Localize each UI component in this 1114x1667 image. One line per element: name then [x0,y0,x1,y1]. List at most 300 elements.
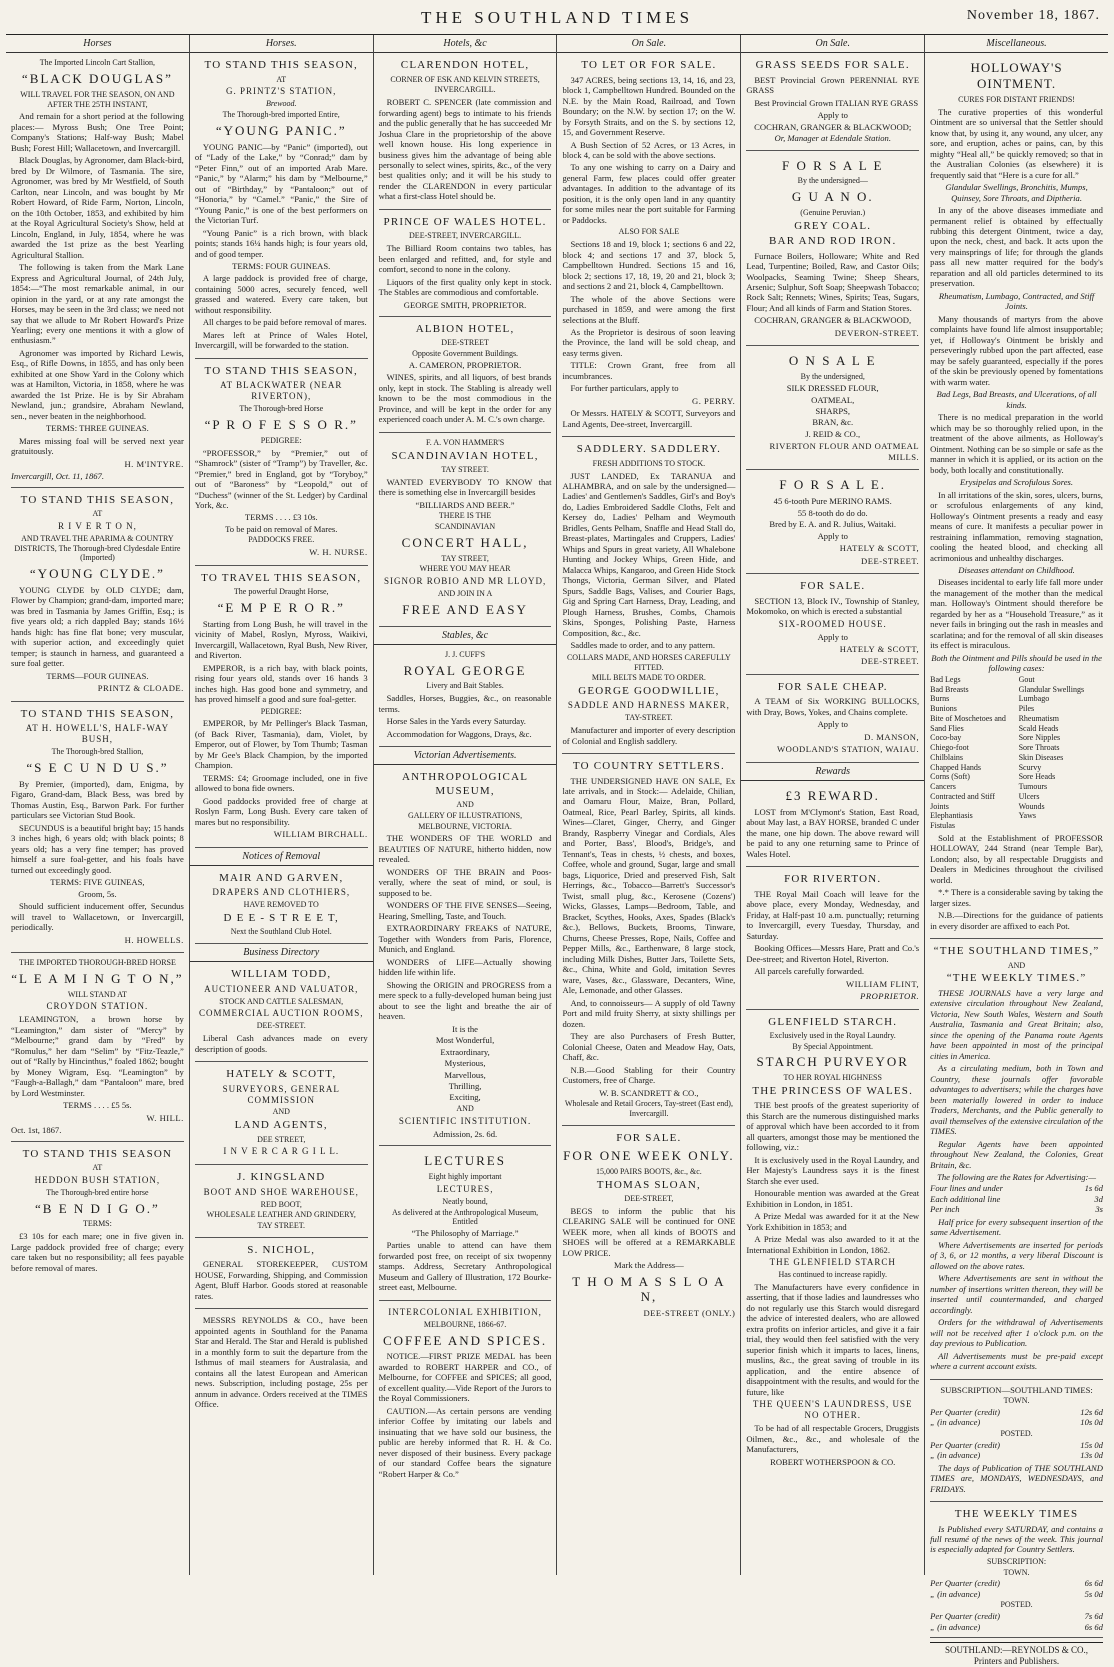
ad-text: Is Published every SATURDAY, and contains a full resumé of the news of the week. This journal is especially adapted for Country Settlers. [930,1523,1103,1555]
ad-heading: £3 REWARD. [785,787,880,803]
rate-label: „ (in advance) [930,1450,981,1461]
horse-name: “YOUNG CLYDE.” [29,566,165,582]
ad-text: And, to connoisseurs— A supply of old Tawny Port and mild fruity Sherry, at sixty shillings per dozen. [562,997,736,1029]
ad-subheading: DEE-STREET. [256,1021,306,1031]
ad-text: A large paddock is provided free of charge, containing 5000 acres, securely fenced, well grassed and watered. Every care taken, but without responsibility. [194,273,368,315]
ad-subheading: THE GLENFIELD STARCH [769,1257,896,1268]
ad-item: BRAN, &c. [812,417,854,428]
ad-text: Horse Sales in the Yards every Saturday. [386,716,526,727]
ad-heading: WILLIAM TODD, [231,968,332,981]
ad-heading: HATELY & SCOTT, [226,1068,337,1081]
ad-flour [746,346,919,470]
ad-text: There is no medical preparation in the world which may be so thoroughly relied upon, in the treatment of the above ailments, as Holloway's Ointment. Nothing can be so simple or safe as the manner in which it is applied, or its action on the body, both locally and constitutionally. [930,412,1103,475]
ad-heading: COFFEE AND SPICES. [382,1332,548,1348]
ad-text: ROBERT C. SPENCER (late commission and forwarding agent) begs to intimate to his friends and the public generally that he has succeeded Mr Joshua Clare in the proprietorship of the above well known house. His long experience in business gives him the advantage of being able personally to select wines, spirits, &c., of the very best qualities only; and it will be his study to render the CLARENDON in every particular what a first-class Hotel should be. [378,97,552,202]
ailment-item: Bite of Moschetoes and Sand Flies [930,713,1006,733]
ad-subheading: INVERCARGILL. [434,85,496,95]
ailment-item: Rheumatism [1018,713,1060,723]
rate-label: „ (in advance) [930,1588,981,1599]
ad-text: The Billiard Room contains two tables, has been enlarged and refitted, and, for style and comfort, second to none in the colony. [378,243,552,275]
section-heading: Rewards [741,763,924,781]
ad-subheading: AND [456,800,474,810]
ad-signature: J. REID & CO., [805,428,861,439]
ad-heading: TO STAND THIS SEASON [22,1147,173,1160]
column-heading: Hotels, &c [374,35,557,53]
ad-text: Regular Agents have been appointed throughout New Zealand, the Colonies, Great Britain, &c. [930,1138,1103,1170]
rate-price: 3s [1095,1204,1103,1215]
ailments-list-left [930,675,1014,831]
ad-signature: ROBERT WOTHERSPOON & CO. [770,1456,896,1467]
ad-text: Manufacturer and importer of every description of Colonial and English saddlery. [562,725,736,746]
ad-address: RIVERTON FLOUR AND OATMEAL MILLS. [769,441,920,462]
ad-subheading: Livery and Bait Stables. [426,681,504,691]
ad-text: Many thousands of martyrs from the above complaints have found life almost insupportable; yet, if Holloway's Ointment be briskly and perseveringly rubbed upon the part affected, ease may be safely guaranteed, especially if the pores of the skin be previously opened by fomentations with warm water. [930,313,1103,387]
ad-text: Saddles made to order, and to any pattern. [570,640,715,651]
rate-row [930,1204,1103,1214]
ad-text: £3 10s for each mare; one in five given in. Large paddock provided free of charge; every care taken but no responsibility; all fees payable before removal of mares. [11,1231,184,1273]
ad-nichol [195,1238,368,1309]
ad-text: LOST from M'Clymont's Station, East Road, about May last, a BAY HORSE, branded C under the mane, one hip down. The above reward will be paid to any one returning same to Prince of Wales Hotel. [746,806,920,859]
ad-subheading: Brewood. [265,99,297,109]
ad-address: WOODLAND'S STATION, WAIAU. [777,744,920,755]
ad-subheading: The Thorough-bred Horse [239,404,324,414]
ad-reynolds [195,1309,368,1416]
ad-subheading: COLLARS MADE, AND HORSES CAREFULLY FITTED. [566,652,731,672]
ad-terms: TERMS—FOUR GUINEAS. [46,670,149,681]
ad-text: Half price for every subsequent insertion of the same Advertisement. [930,1216,1103,1238]
ailment-item: Chapped Hands [930,762,982,772]
section-heading: Business Directory [190,944,373,962]
rate-price: 3d [1094,1193,1103,1204]
rate-label: „ (in advance) [930,1621,981,1632]
ad-text: Mares left at Prince of Wales Hotel, Invercargill, will be forwarded to the station. [194,329,368,351]
column-horses-2 [189,35,373,1575]
ailment-item: Sore Nipples [1018,733,1061,743]
ad-text: BEGS to inform the public that his CLEARING SALE will be continued for ONE WEEK more, when all kinds of BOOTS and SHOES will be offered at a REMARKABLE LOW PRICE. [562,1205,736,1258]
ad-text: Black Douglas, by Agronomer, dam Black-bird, bred by Dr Wilmore, of Tasmania. The sire, Agronomer, was bred by Mr Westfield, of South Carlton, near Lincoln, and was bought by Mr Robert Howard, of Ride Farm, Norton, Lincoln, on the 10th October, 1853, and exhibited by him at the Royal Agricultural Society's Show, held at Lincoln, England, in July, 1854, where he was awarded the 1st prize as the best Yearling Agricultural Stallion. [11,155,184,260]
ad-heading: S. NICHOL, [247,1243,316,1256]
ad-signature: WILLIAM FLINT, [845,978,920,989]
ad-place: I N V E R C A R G I L L. [223,1146,340,1157]
ad-line: AND [456,1103,474,1113]
ad-text: Best Provincial Grown ITALIAN RYE GRASS [754,97,919,108]
ad-terms: TERMS: THREE GUINEAS. [46,423,149,434]
ad-heading: THE WEEKLY TIMES [954,1508,1079,1521]
column-miscellaneous [924,35,1108,1667]
ad-subheading: SADDLE AND HARNESS MAKER, [567,700,730,711]
ad-mair-garven [195,866,368,944]
ad-at: AT [276,74,287,84]
ad-subheading: ALSO FOR SALE [618,227,680,237]
ad-heading: MAIR AND GARVEN, [219,871,344,884]
masthead [6,0,1108,35]
ad-place: HEDDON BUSH STATION, [34,1174,161,1185]
ad-coffee-spices [379,1301,552,1486]
ad-text: To be had of all respectable Grocers, Druggists Oilmen, &c., &c., and wholesale of the Manufacturers, [746,1423,920,1455]
ad-subheading: (Genuine Peruvian.) [800,207,866,217]
rate-price: 15s 0d [1080,1439,1103,1450]
ad-thomas-sloan [562,1126,735,1326]
ad-hately-scott [195,1062,368,1165]
ad-signature: COCHRAN, GRANGER & BLACKWOOD; [754,121,912,132]
ad-albion-hotel [379,317,552,433]
rate-label: Per inch [930,1204,960,1215]
ad-holloways-ointment [930,53,1103,939]
horse-name: “P R O F E S S O R.” [204,416,358,432]
ailment-item: Bad Breasts [930,684,969,694]
ad-heading: LECTURES [424,1153,506,1169]
ailment-item: Elephantiasis [930,811,973,821]
ad-text: And remain for a short period at the following places:— Myross Bush; One Tree Point; Company's Stations; Half-way Bush; Mabel Bush; Forest Hill; Wallacetown, and Invercargill. [11,111,184,153]
ad-text: WONDERS of LIFE—Actually showing hidden life within life. [378,956,552,978]
ad-text: All charges to be paid before removal of mares. [202,317,367,328]
ad-leamington [11,953,184,1142]
ad-subheading: The powerful Draught Horse, [233,587,329,597]
ad-subheading: WHOLESALE LEATHER AND GRINDERY, [206,1210,356,1220]
ad-at: AT [92,509,103,519]
ad-royal-george [379,645,552,747]
ailment-item: Chiego-foot [930,743,969,753]
ad-text: Bred by E. A. and R. Julius, Waitaki. [769,519,897,530]
ad-scandinavian-hotel [379,433,552,627]
ailment-item: Tumours [1018,782,1048,792]
ad-heading: PRINCE OF WALES HOTEL. [383,215,547,228]
ad-text: They are also Purchasers of Fresh Butter, Colonial Cheese, Oaten and Meadow Hay, Oats, Chaff, &c. [562,1031,736,1063]
ad-bendigo [11,1142,184,1280]
ad-heading: GREY COAL. [794,219,872,232]
ad-subheading: Has continued to increase rapidly. [778,1270,887,1280]
ad-text: A Prize Medal was awarded for it at the New York Exhibition in 1853; and [746,1211,920,1232]
ad-subheading: Exclusively used in the Royal Laundry. [769,1030,896,1040]
ad-text: In all irritations of the skin, sores, ulcers, burns, or scrofulous enlargements of any kind, Holloway's Ointment presents a ready and easy means of cure. It manifests a peculiar power in restraining inflammation, removing stagnation, cooling the heated blood, and checking all acrimonious and unhealthy discharges. [930,489,1103,563]
ad-heading: F O R S A L E. [779,477,887,493]
ad-heading: FOR SALE CHEAP. [777,680,888,693]
rate-price: 5s 0d [1084,1588,1103,1599]
ad-heading: “THE SOUTHLAND TIMES,” [933,945,1100,958]
ad-subheading: MELBOURNE, 1866-67. [423,1319,507,1329]
ad-signature: PROPRIETOR. [860,991,920,1002]
ad-subheading: The Thorough-bred imported Entire, [222,110,340,120]
ad-subheading: POSTED. [1000,1428,1033,1438]
ad-heading: ANTHROPOLOGICAL MUSEUM, [401,771,529,797]
ad-place: G. PRINTZ'S STATION, [226,86,337,97]
ad-subheading: TAY-STREET. [625,713,673,723]
ad-subheading: AND TRAVEL THE APARIMA & COUNTRY DISTRICTS, The Thorough-bred Clydesdale Entire (Imported) [14,533,181,563]
ailment-item: Chilblains [930,752,964,762]
ad-text: To any one wishing to carry on a Dairy and general Farm, few places could offer greater advantages. In addition to the advantage of its position, it is the only open land in any quantity for some miles near the port suitable for Farming or Paddocks. [562,162,736,225]
ad-text: Mark the Address— [614,1260,684,1271]
ad-line: Extraordinary, [440,1046,490,1057]
ad-text: EMPEROR, by Mr Pellinger's Black Tasman, (of Back River, Tasmania), dam, Violet, by Emperor, out of Flower, by Tom Thumb; Tasman by Mr Gee's Black Champion, by the imported Champion. [194,718,368,771]
ad-item: OATMEAL, [811,394,855,405]
ailment-item: Ulcers [1018,791,1040,801]
ad-professor [195,359,368,566]
ad-subheading: STOCK AND CATTLE SALESMAN, [219,996,344,1006]
ad-line: It is the [452,1023,478,1034]
ad-emperor [195,566,368,848]
ad-terms: TERMS: FOUR GUINEAS. [232,261,331,271]
ailments-list [930,675,1103,831]
ad-signature: H. M'INTYRE. [124,458,184,469]
ad-heading: GEORGE GOODWILLIE, [578,685,720,697]
ad-subheading: DEE-STREET, [624,1193,674,1203]
page-columns [6,35,1108,1667]
ad-heading: TO TRAVEL THIS SEASON, [201,571,362,584]
ad-clarendon-hotel [379,53,552,210]
ad-subheading: TAY STREET. [441,464,489,474]
ad-prince-of-wales-hotel [379,210,552,317]
ad-subheading: CORNER OF ESK AND KELVIN STREETS, [390,74,540,84]
ad-text: The Manufacturers have every confidence in asserting, that if those ladies and laundresses who do not regularly use this Starch would disregard the advice of interested dealers, who are allowed extra profits on inferior articles, and give it a fair trial, they would then feel satisfied with the very superior finish which it imparts to laces, linens, muslins, &c., the great saving of trouble in its application, and the entire absence of disappointment with the results, and would for the future, like [746,1281,920,1397]
ad-at: AT [92,1163,103,1173]
ad-text: YOUNG CLYDE by OLD CLYDE; dam, Flower by Champion; grand-dam, imported mare; was bred in Tasmania by James Griffin, Esq.; is five years old; a rich dappled Bay; stands 16½ hands high: has fine flat bone; very muscular, with superior action, and exceedingly quiet temper; is staunch in harness, and guaranteed a sure foal getter. [11,585,184,669]
section-heading: Victorian Advertisements. [374,747,557,765]
ad-terms: TERMS . . . . £5 5s. [63,1100,132,1111]
ailment-item: Wounds [1018,801,1045,811]
ad-subheading: LAND AGENTS, [234,1119,328,1132]
rate-price: 1s 6d [1084,1183,1103,1194]
ad-subheading: “The Philosophy of Marriage.” [411,1228,519,1238]
ad-text: 347 ACRES, being sections 13, 14, 16, and 23, block 1, Campbelltown Hundred. Bounded on the N.E. by the Main Road, Railroad, and Town Boundary; on the N.W. by section 17; on the W. by Forsyth Straits, and on the S. by sections 12, 15, and Government Reserve. [562,74,736,138]
ad-heading: BAR AND ROD IRON. [769,235,897,248]
ad-subheading: The Thorough-bred entire horse [46,1187,149,1197]
ad-heading: GLENFIELD STARCH. [768,1015,898,1028]
ad-signature: GEORGE SMITH, PROPRIETOR. [403,299,527,310]
ad-text: YOUNG PANIC—by “Panic” (imported), out of “Lady of the Lake,” by “Conrad;” dam by “Peter Finn,” out of an imported Arab Mare. “Panic,” by “Alarm;” his dam by “Melbourne,” out of “Birthday,” by “Pantaloon;” out of “Honoria,” by “Camel.” “Panic,” the Sire of “Young Panic,” is one of the best performers on the Victorian Turf. [194,141,368,226]
ad-glenfield-starch [746,1010,919,1474]
ad-signature: D. MANSON, [864,731,920,742]
ad-pedigree-label: PEDIGREE: [260,435,302,445]
rate-label: „ (in advance) [930,1417,981,1428]
ad-text: Liquors of the first quality only kept in stock. The Stables are commodious and comfortable. [378,276,552,298]
ad-signature: W. H. NURSE. [309,547,368,558]
ad-signature: COCHRAN, GRANGER & BLACKWOOD, [754,315,912,326]
ad-place: D E E - S T R E E T, [223,911,339,924]
ad-signature: W. B. SCANDRETT & CO., [599,1087,699,1098]
ad-heading: G U A N O. [791,189,874,205]
ad-subheading: LECTURES, [436,1183,494,1194]
rate-row [930,1194,1103,1204]
ad-text: SECTION 13, Block IV., Township of Stanley, Mokomoko, on which is erected a substantial [746,595,920,617]
horse-name: “B E N D I G O.” [35,1200,160,1216]
ad-subheading: Rheumatism, Lumbago, Contracted, and Stiff Joints. [938,290,1095,312]
ad-groom: Groom, 5s. [78,888,117,899]
rate-label: Per Quarter (credit) [930,1578,1000,1589]
ad-text: The whole of the above Sections were purchased in 1859, and were among the first selections at the Bluff. [562,293,736,325]
ad-anthropological-museum [379,765,552,1146]
ailments-list-right [1019,675,1103,831]
ad-terms: To be paid on removal of Mares. [225,523,338,534]
ad-text: Furnace Boilers, Holloware; White and Red Lead, Turpentine; Boiled, Raw, and Castor Oils; Woolpacks, Seaming Twine; Sheep Shears, Arsenic; Sulphur, Soft Soap; Sheepwash Tobacco; Rock Salt; Rennets; Wines, Spirits; Teas, Sugars, Flour; And all kinds of Farm and Station Stores. [746,250,920,313]
ad-text: Honourable mention was awarded at the Great Exhibition in London, in 1851. [746,1188,920,1209]
ad-performers: SIGNOR ROBIO AND MR LLOYD, [383,576,547,587]
ailment-item: Skin Diseases [1018,752,1064,762]
column-heading: Horses [6,35,189,53]
ad-text: Accommodation for Waggons, Drays, &c. [386,728,532,739]
ailment-item: Cancers [930,782,956,792]
ad-terms: TERMS . . . . £3 10s. [244,512,318,523]
ad-heading: SUBSCRIPTION—SOUTHLAND TIMES: [940,1384,1093,1395]
ad-text: N.B.—Good Stabling for their Country Customers, free of Charge. [562,1064,736,1086]
ad-heading: O N S A L E [788,353,877,369]
ad-quote: “BILLIARDS AND BEER.” [415,499,515,510]
ad-subheading: RED BOOT, [260,1199,302,1209]
ad-address: Wholesale and Retail Grocers, Tay-street (East end), Invercargill. [564,1099,733,1118]
ad-text: LEAMINGTON, a brown horse by “Leamington,” dam sister of “Mercy” by “Melbourne;” grand dam by “Fred” by “Romulus,” her dam “Selim” by “Fitz-Teazle,” out of “Rally by Hincinthus,” foaled 1862; bought by Money Wigram, Esq. “Leamington” by “Faugh-a-Ballagh,” dam “Pantaloon” mare, bred by Lord Westminster. [11,1014,184,1098]
ad-text: The days of Publication of THE SOUTHLAND TIMES are, MONDAYS, WEDNESDAYS, and FRIDAYS. [930,1462,1103,1494]
ad-text: A Bush Section of 52 Acres, or 13 Acres, in block 4, can be sold with the above sections. [562,139,736,160]
ad-heading: T H O M A S S L O A N, [572,1273,726,1305]
newspaper-title: THE SOUTHLAND TIMES [420,8,694,27]
ad-subheading: 15,000 PAIRS BOOTS, &c., &c. [596,1166,702,1176]
horse-name: “E M P E R O R.” [217,599,345,615]
ad-heading: THE IMPORTED THOROUGH-BRED HORSE [18,958,176,968]
ad-address: DEE-STREET (ONLY.) [643,1308,736,1319]
ad-text: Sold at the Establishment of PROFESSOR HOLLOWAY, 244 Strand (near Temple Bar), London; also, by all respectable Druggists and Dealers in Medicines throughout the civilised world. [930,832,1103,885]
ailment-item: Bunions [930,704,957,714]
ad-guano [746,151,919,347]
ad-line: Most Wonderful, [435,1035,495,1046]
ad-text: TITLE: Crown Grant, free from all incumbrances. [562,360,736,381]
ad-text: Agronomer was imported by Richard Lewis, Esq., of Rifle Downs, in 1855, and has only been exhibited at one Show Yard in the Colony which was at Hamilton, Victoria, in 1858, where he was awarded the 1st Prize. He is by Sir Abraham Newland, jun.; grandsire, Abraham Newland, sen., never beaten in the neighborhood. [11,347,184,421]
ad-heading: TO LET OR FOR SALE. [581,59,717,72]
ad-subheading: F. A. VON HAMMER'S [425,437,505,447]
ad-text: Mares missing foal will be served next year gratuitously. [11,435,184,457]
ad-young-panic [195,53,368,359]
section-heading: Stables, &c [374,627,557,645]
ailment-item: Contracted and Stiff Joints [930,791,995,811]
ad-subheading: DEE-STREET [441,338,489,348]
ad-subheading: TAY STREET. [257,1221,305,1231]
ad-subheading: MELBOURNE, VICTORIA. [418,821,512,831]
ad-subheading: MILL BELTS MADE TO ORDER. [591,673,706,683]
ad-text: BEST Provincial Grown PERENNIAL RYE GRASS [746,74,920,96]
ad-subheading: FRESH ADDITIONS TO STOCK. [592,458,706,468]
ailment-item: Gout [1018,674,1035,684]
ad-text: Liberal Cash advances made on every description of goods. [194,1033,368,1054]
ad-heading: FREE AND EASY [402,601,528,617]
ad-text: NOTICE.—FIRST PRIZE MEDAL has been awarded to ROBERT HARPER and CO., of Melbourne, for COFFEE and SPICES; all good, of excellent quality.—Vide Report of the Jurors to the Royal Commissioners. [378,1351,552,1404]
ad-subheading: TAY STREET, [441,553,489,563]
ad-text: TERMS: £4; Groomage included, one in five allowed to bona fide owners. [194,772,368,794]
ad-line: Marvellous, [444,1069,486,1080]
ad-paddocks: PADDOCKS FREE. [248,535,315,545]
ad-text: *.* There is a considerable saving by taking the larger sizes. [930,887,1103,908]
ailment-item: Sore Heads [1018,772,1056,782]
ad-heading: SCANDINAVIAN HOTEL, [391,449,539,462]
ad-text: MESSRS REYNOLDS & CO., have been appointed agents in Southland for the Panama Star and Herald. The Star and Herald is published in a monthly form to suit the departure from the Isthmus of mail steamers for Australasia, and contains all the latest European and American news. Subscription, including postage, 25s per annum in advance. Orders received at the TIMES Office. [194,1315,368,1410]
ad-line: Exciting, [449,1092,481,1103]
ad-country-settlers [562,754,735,1125]
ad-text: Apply to [817,110,848,121]
ad-text: In any of the above diseases immediate and permanent relief is obtained by effectually rubbing this detergent Ointment, twice a day, upon the neck, chest, and back. It acts upon the very mainsprings of life; for through the glands pass all new matter required for the body's reparation and all old particles determined to its preservation. [930,205,1103,289]
ad-subheading: COMMERCIAL AUCTION ROOMS, [199,1008,364,1019]
ad-line: Thrilling, [448,1081,482,1091]
rate-price: 10s 0d [1080,1417,1103,1428]
ad-signature: A. CAMERON, PROPRIETOR. [408,359,522,370]
ad-text: WONDERS OF THE FIVE SENSES—Seeing, Hearing, Smelling, Taste, and Touch. [378,900,552,921]
horse-name: “BLACK DOUGLAS” [21,70,173,86]
ad-text: WONDERS OF THE BRAIN and Poos-verally, where the seat of mind, or soul, is supposed to be. [378,866,552,898]
ad-signature: PRINTZ & CLOADE. [97,683,184,694]
ad-southland-times [930,939,1103,1380]
ailment-item: Piles [1018,704,1035,714]
ad-text: N.B.—Directions for the guidance of patients in every disorder are affixed to each Pot. [930,910,1103,931]
ad-text: Starting from Long Bush, he will travel in the vicinity of Mabel, Roslyn, Myross, Waikivi, Invercargill, Wallacetown, Ryal Bush, New River, and Riverton. [194,618,368,661]
ad-six-roomed-house [746,574,919,675]
ad-text: Showing the ORIGIN and PROGRESS from a mere speck to a fully-developed human being just about to see the light and breathe the air of heaven. [378,979,552,1022]
subscription-table [930,1578,1103,1599]
ad-date: Invercargill, Oct. 11, 1867. [11,471,104,482]
ad-subheading: THERE IS THE [438,511,492,521]
ad-subheading: GALLERY OF ILLUSTRATIONS, [407,810,523,820]
ad-subheading: DEE-STREET, INVERCARGILL. [409,231,522,241]
ad-subheading: Bad Legs, Bad Breasts, and Ulcerations, of all kinds. [936,389,1097,410]
ad-heading: J. KINGSLAND [237,1171,326,1184]
ad-heading: GRASS SEEDS FOR SALE. [755,59,910,72]
rate-row [930,1622,1103,1632]
ad-place: AT BLACKWATER (NEAR RIVERTON), [220,380,343,402]
ad-subheading: SURVEYORS, GENERAL COMMISSION [222,1083,340,1105]
ailment-item: Scald Heads [1018,723,1059,733]
subscription-table [930,1440,1103,1461]
ad-text: The curative properties of this wonderful Ointment are so universal that the Settler should know that, by using it, any wound, any ulcer, any sore, and eruption, aches or pains, can, by this mighty “Heal all,” be quickly removed; so that in the Australian Colonies (as elsewhere) it is frequently said that “Here is a cure for all.” [930,106,1103,180]
ad-subheading: DEE STREET, [257,1134,306,1144]
ad-black-douglas [11,53,184,488]
rate-label: Per Quarter (credit) [930,1611,1000,1622]
ad-grass-seeds [746,53,919,150]
rate-row [930,1450,1103,1460]
ad-subheading: By the undersigned— [797,176,868,186]
ad-text: Parties unable to attend can have them forwarded post free, on receipt of six twopenny stamps. Address, Secretary Anthropological Museum and Gallery of Illustration, 172 Bourke-street east, Melbourne. [378,1240,552,1293]
ad-address: DEE-STREET. [861,555,920,566]
ad-text: Apply to [817,631,848,642]
ad-subheading: J. J. CUFF'S [445,649,486,659]
rate-row [930,1589,1103,1599]
ad-reward [746,781,919,867]
ad-subheading: CURES FOR DISTANT FRIENDS! [958,94,1075,104]
ad-text: JUST LANDED, Ex TARANUA and ALHAMBRA, and on sale by the undersigned— Ladies' and Gentlemen's Saddles, Girl's and Boy's do, Ladies Embroidered Saddle Cloths, Felt and Kersey do, Ladies' Pelham and Weymouth Bridles, Gents Pelham, Snaffle and Head Stall do, Breast-plates, Martingales and Cruppers, Ladies' Whips and Spurs in great variety, All Whalebone Hunting and Jockey Whips, Green Hide, and Malacca Whips, Kangaroo, and Green Hide Stock Thongs, Victoria, German Silver, and Plated Spurs, Saddle Bags, Valises, and Courier Bags, Gig and Spring Cart Harness, Dray, Leading, and Plough Harness, Brushes, Combs, Chamois Skins, Sponges, Polishing Paste, Harness Composition, &c., &c. [562,470,736,638]
ad-subheading: Glandular Swellings, Bronchitis, Mumps, Quinsey, Sore Throats, and Diptheria. [945,182,1088,203]
ad-line: SCIENTIFIC INSTITUTION. [398,1115,532,1126]
ad-merino-rams [746,470,919,574]
ailment-item: Glandular Swellings [1018,684,1085,694]
ad-signature: W. HILL. [146,1112,184,1123]
ad-heading: FOR SALE. [616,1131,682,1144]
ad-line: Mysterious, [444,1058,486,1069]
ad-text: THE Royal Mail Coach will leave for the above place, every Monday, Wednesday, and Friday, at Half-past 10 a.m. punctually; returning to Invercargill, every Tuesday, Thursday, and Saturday. [746,888,920,941]
ad-subheading: WILL TRAVEL FOR THE SEASON, ON AND AFTER THE 25TH INSTANT, [20,89,175,109]
horse-name: “S E C U N D U S.” [26,759,169,775]
subscription-table [930,1407,1103,1428]
ad-terms: TERMS: [82,1219,112,1229]
ailment-item: Yaws [1018,811,1036,821]
rate-price: 13s 0d [1080,1450,1103,1461]
ad-text: THE WONDERS OF THE WORLD and BEAUTIES OF NATURE, hitherto hidden, now revealed. [378,833,552,865]
rate-row [930,1578,1103,1588]
column-horses-1 [6,35,189,1575]
ad-heading: The Imported Lincoln Cart Stallion, [39,58,156,68]
ad-bullocks [746,675,919,763]
ad-heading: CONCERT HALL, [401,534,529,550]
ad-heading: SADDLERY. SADDLERY. [576,443,722,456]
ad-subheading: The Thorough-bred Stallion, [51,747,144,757]
ad-heading: STARCH PURVEYOR [756,1054,909,1070]
ad-subheading: AND [272,1107,290,1117]
ad-item: 45 6-tooth Pure MERINO RAMS. [773,496,892,507]
ad-lectures [379,1146,552,1301]
rate-row [930,1417,1103,1427]
